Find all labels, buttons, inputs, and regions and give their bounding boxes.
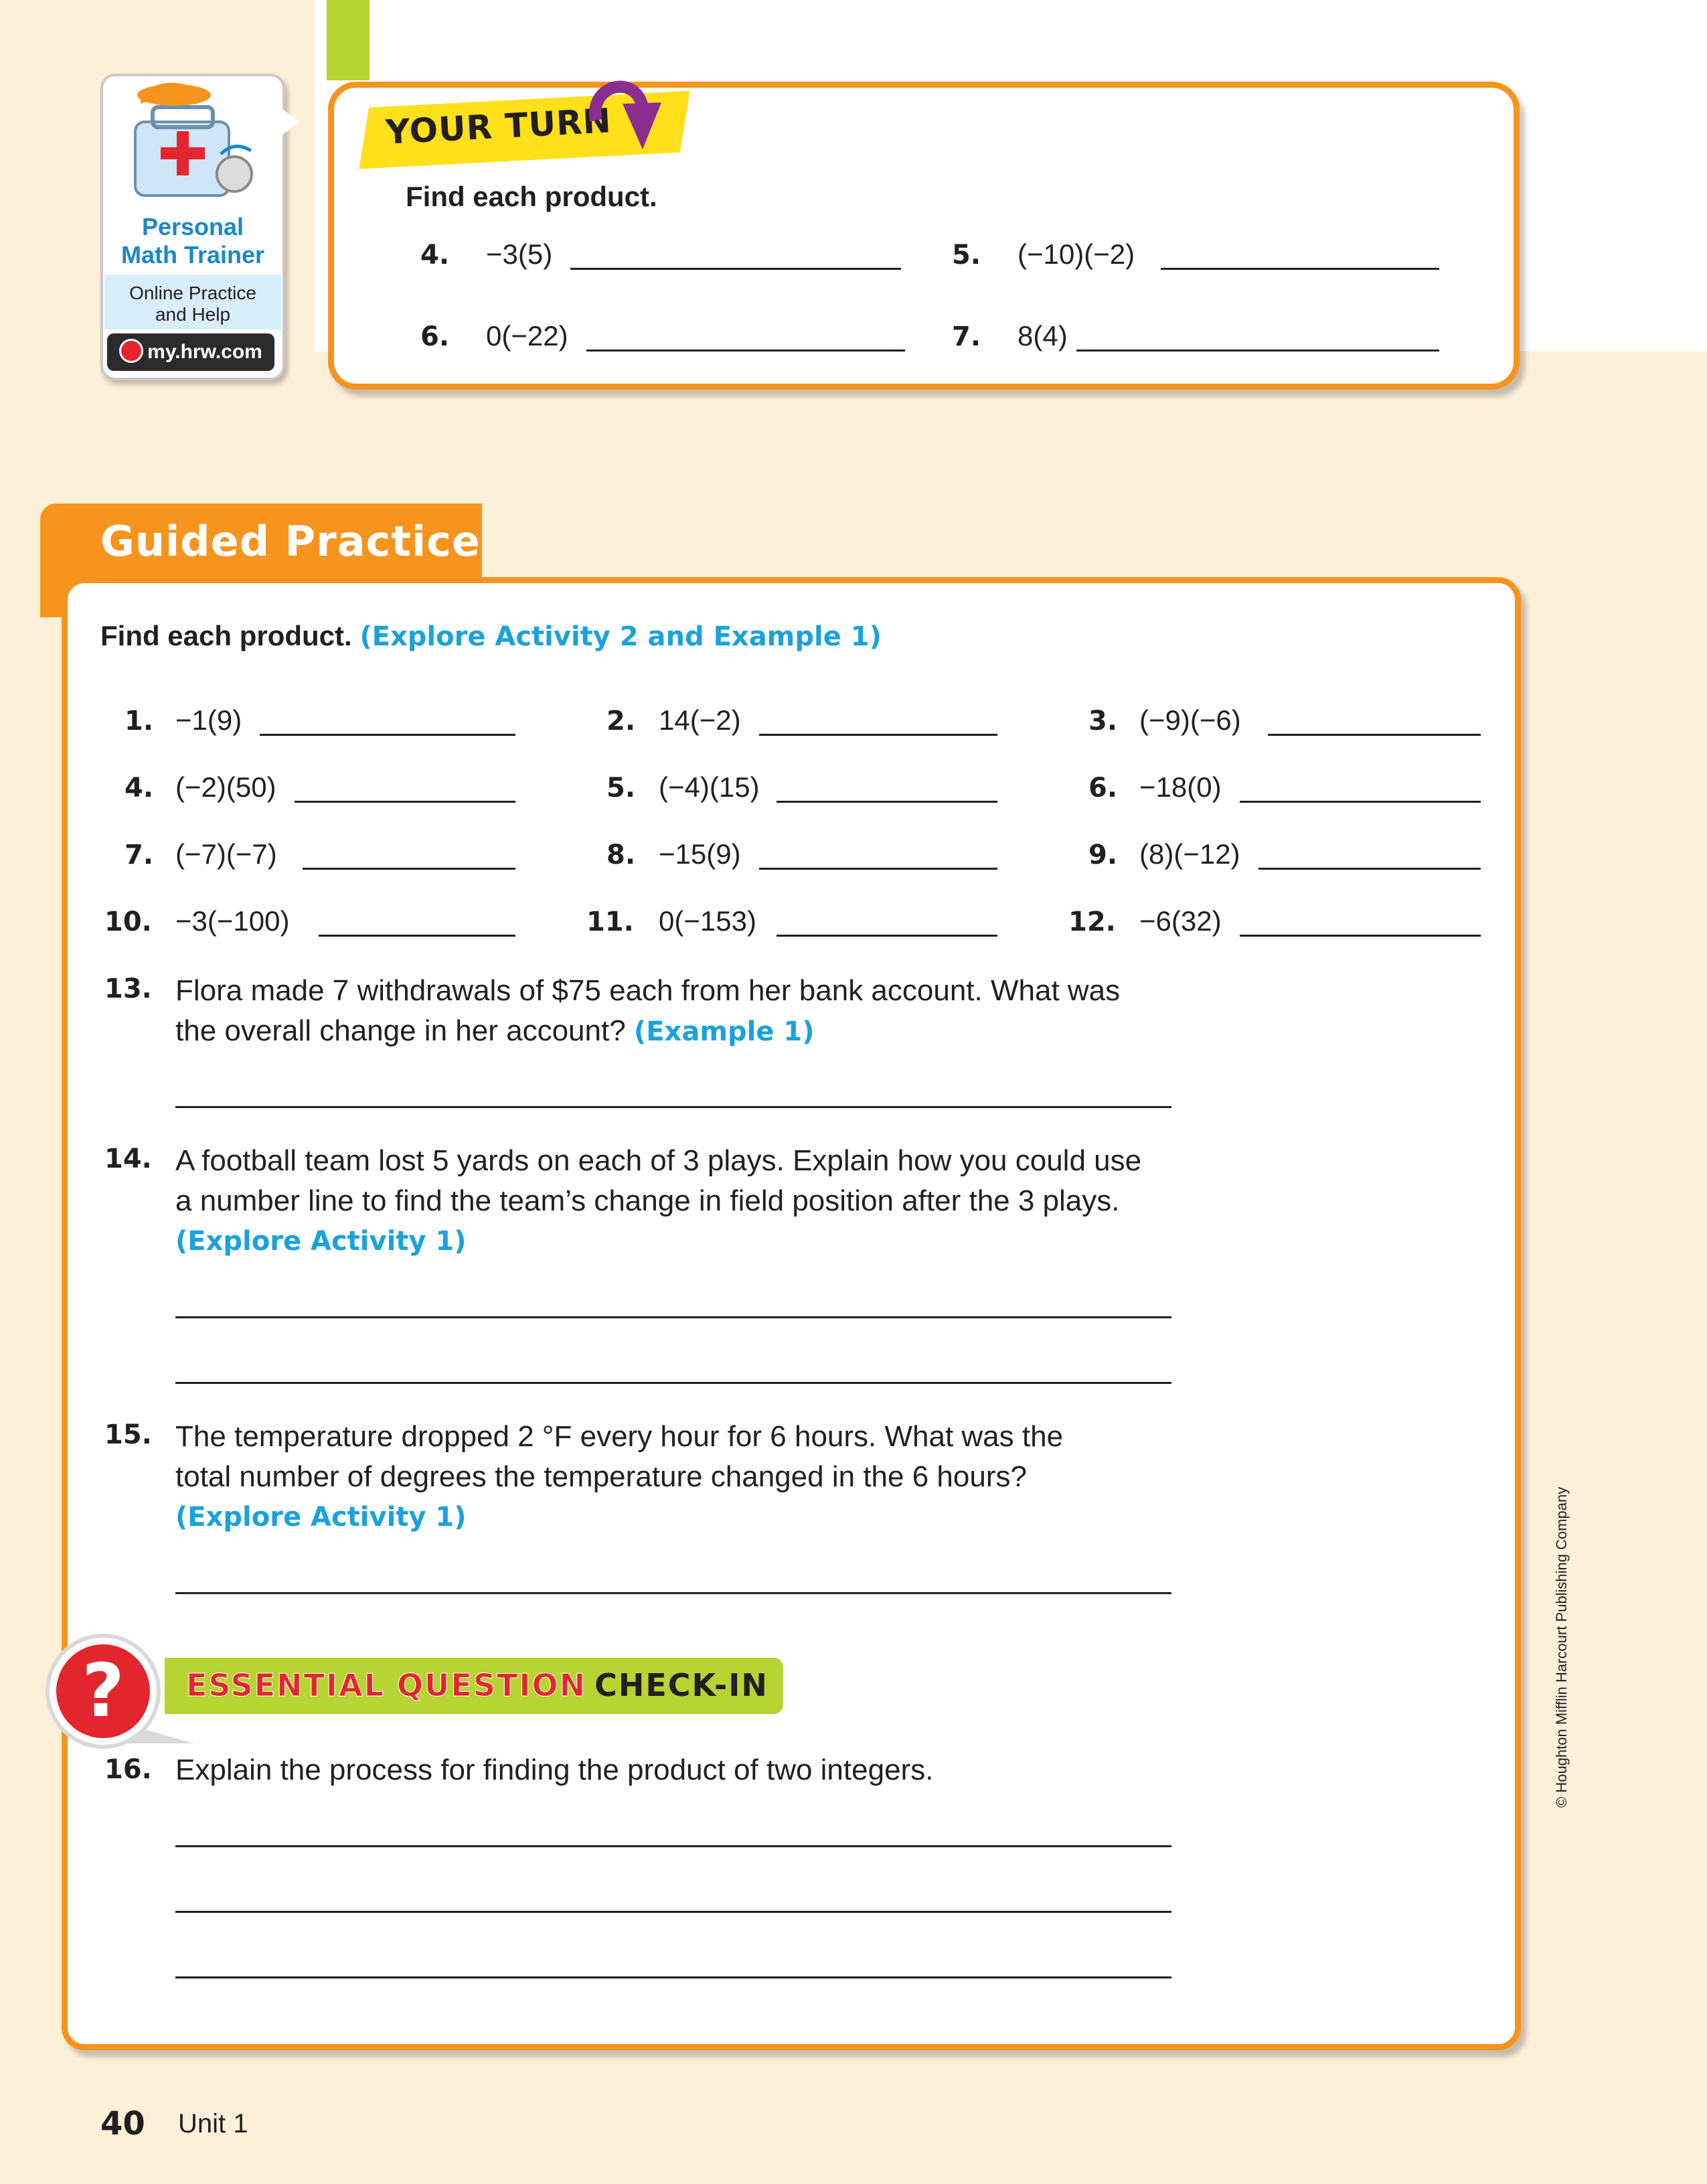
- q15-ref[interactable]: (Explore Activity 1): [175, 1502, 467, 1533]
- pmt-title-line1: Personal: [141, 213, 244, 240]
- answer-line[interactable]: [759, 868, 997, 870]
- gp-problem-number: 4.: [125, 773, 154, 803]
- q16-text: Explain the process for finding the product of two integers.: [175, 1753, 934, 1786]
- gp-problem-number: 3.: [1088, 706, 1118, 736]
- pmt-title-line2: Math Trainer: [120, 241, 265, 268]
- curved-arrow-icon: [576, 70, 663, 157]
- q16-number: 16.: [104, 1754, 152, 1785]
- answer-line[interactable]: [175, 1976, 1171, 1978]
- your-turn-title: YOUR TURN: [384, 101, 613, 152]
- q15-line2: total number of degrees the temperature changed in the 6 hours?: [175, 1460, 1027, 1493]
- yt-problem-expression: −3(5): [486, 238, 553, 270]
- gp-problem-expression: (−2)(50): [175, 771, 276, 803]
- yt-problem-expression: (−10)(−2): [1018, 238, 1135, 270]
- guided-instruction: [100, 620, 882, 652]
- first-aid-kit-icon: [120, 80, 268, 211]
- copyright-notice: © Houghton Mifflin Harcourt Publishing Company: [1553, 1486, 1570, 1808]
- gp-problem-expression: 14(−2): [659, 704, 741, 736]
- gp-problem-expression: 0(−153): [659, 905, 756, 937]
- gp-problem-number: 9.: [1088, 840, 1118, 870]
- yt-problem-number: 5.: [952, 240, 981, 270]
- question-mark-glyph: ?: [82, 1648, 125, 1733]
- answer-line[interactable]: [175, 1592, 1171, 1594]
- answer-line[interactable]: [175, 1106, 1171, 1108]
- guided-practice-box: [62, 577, 1521, 2050]
- your-turn-instruction: Find each product.: [406, 181, 657, 212]
- answer-line[interactable]: [175, 1911, 1171, 1913]
- yt-problem-number: 4.: [420, 240, 450, 270]
- answer-line[interactable]: [295, 801, 515, 803]
- gp-problem-expression: (8)(−12): [1139, 838, 1240, 870]
- gp-problem-expression: (−9)(−6): [1139, 704, 1241, 736]
- q14-ref[interactable]: (Explore Activity 1): [175, 1226, 467, 1257]
- question-mark-icon: [50, 1638, 157, 1745]
- gp-problem-number: 10.: [104, 907, 152, 937]
- answer-line[interactable]: [175, 1382, 1171, 1384]
- power-icon: [119, 339, 143, 363]
- pmt-title: [100, 213, 285, 269]
- answer-line[interactable]: [1240, 935, 1481, 937]
- yt-problem-number: 6.: [420, 321, 450, 352]
- yt-problem-expression: 0(−22): [486, 320, 568, 352]
- answer-line[interactable]: [759, 734, 997, 736]
- gp-problem-expression: −15(9): [659, 838, 741, 870]
- answer-line[interactable]: [175, 1316, 1171, 1318]
- q13-text: [175, 971, 1180, 1052]
- pmt-card-pointer: [270, 100, 300, 143]
- guided-instruction-text: Find each product.: [100, 620, 352, 651]
- guided-instruction-ref[interactable]: (Explore Activity 2 and Example 1): [359, 621, 882, 652]
- pmt-subtitle: [104, 275, 281, 329]
- answer-line[interactable]: [1161, 268, 1439, 270]
- answer-line[interactable]: [1268, 734, 1481, 736]
- q14-number: 14.: [104, 1144, 152, 1174]
- gp-problem-number: 1.: [125, 706, 154, 736]
- answer-line[interactable]: [777, 801, 997, 803]
- pmt-url-text: my.hrw.com: [147, 341, 262, 363]
- top-green-tab: [327, 0, 370, 80]
- answer-line[interactable]: [1258, 868, 1481, 870]
- gp-problem-number: 6.: [1088, 773, 1118, 803]
- gp-problem-expression: (−4)(15): [659, 771, 760, 803]
- yt-problem-expression: 8(4): [1018, 320, 1068, 352]
- q13-line2: the overall change in her account?: [175, 1014, 626, 1047]
- gp-problem-expression: −18(0): [1139, 771, 1222, 803]
- gp-problem-expression: −6(32): [1139, 905, 1222, 937]
- answer-line[interactable]: [303, 868, 515, 870]
- q13-line1: Flora made 7 withdrawals of $75 each from her bank account. What was: [175, 974, 1121, 1007]
- q13-ref[interactable]: (Example 1): [633, 1016, 815, 1047]
- answer-line[interactable]: [260, 734, 515, 736]
- yt-problem-number: 7.: [952, 321, 981, 352]
- gp-problem-expression: (−7)(−7): [175, 838, 277, 870]
- essential-question-label: ESSENTIAL QUESTION: [186, 1667, 587, 1703]
- gp-problem-number: 11.: [586, 907, 634, 937]
- gp-problem-number: 8.: [606, 840, 636, 870]
- answer-line[interactable]: [570, 268, 901, 270]
- check-in-label: CHECK-IN: [594, 1667, 768, 1703]
- gp-problem-number: 5.: [606, 773, 636, 803]
- gp-problem-number: 7.: [125, 840, 154, 870]
- answer-line[interactable]: [319, 935, 515, 937]
- pmt-sub-line1: Online Practice: [129, 283, 256, 303]
- unit-label: Unit 1: [178, 2109, 248, 2138]
- q14-line1: A football team lost 5 yards on each of 3 plays. Explain how you could use: [175, 1144, 1142, 1177]
- essential-question-title: [186, 1667, 768, 1703]
- q15-line1: The temperature dropped 2 °F every hour for 6 hours. What was the: [175, 1420, 1064, 1453]
- q15-text: [175, 1417, 1180, 1537]
- q14-line2: a number line to find the team’s change in field position after the 3 plays.: [175, 1184, 1120, 1217]
- gp-problem-number: 2.: [606, 706, 636, 736]
- answer-line[interactable]: [777, 935, 997, 937]
- q13-number: 13.: [104, 973, 152, 1004]
- pmt-link[interactable]: [107, 333, 274, 371]
- answer-line[interactable]: [586, 349, 905, 352]
- guided-practice-title: Guided Practice: [100, 517, 481, 566]
- q13-line2-wrap: [175, 1011, 1180, 1052]
- answer-line[interactable]: [175, 1845, 1171, 1847]
- page-number: 40: [100, 2105, 145, 2142]
- answer-line[interactable]: [1076, 349, 1439, 352]
- gp-problem-expression: −1(9): [175, 704, 242, 736]
- gp-problem-expression: −3(−100): [175, 905, 290, 937]
- q15-number: 15.: [104, 1419, 152, 1450]
- gp-problem-number: 12.: [1068, 907, 1116, 937]
- q14-text: [175, 1141, 1180, 1261]
- pmt-sub-line2: and Help: [155, 304, 231, 325]
- answer-line[interactable]: [1240, 801, 1481, 803]
